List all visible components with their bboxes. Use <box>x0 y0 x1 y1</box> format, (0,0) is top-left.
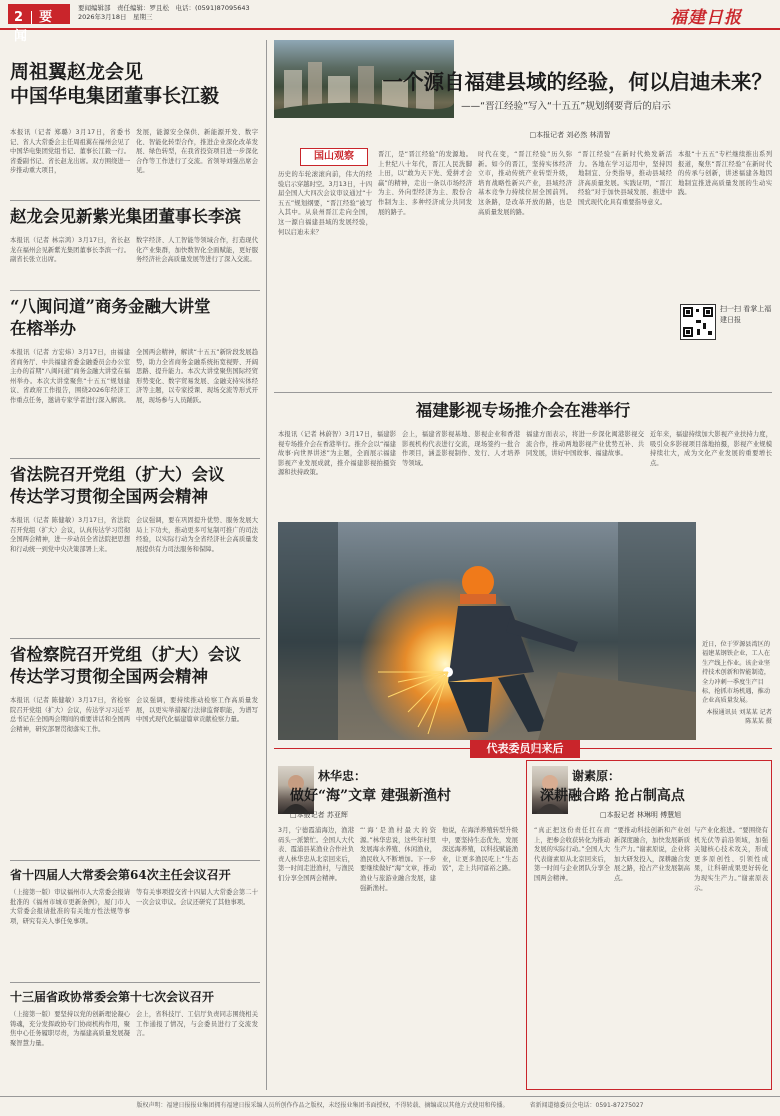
headline-renda: 省十四届人大常委会第64次主任会议召开 <box>10 868 231 882</box>
page-footer: 版权声明：福建日报报业集团拥有福建日报采编人员所创作作品之版权，未经报业集团书面授权，不得转载、摘编或以其他方式使用和传播。 省新闻道德委员会电话：0591-87275027 <box>0 1096 780 1116</box>
article-divider <box>10 290 260 291</box>
article-body: 本报讯（记者 陈健敏）3月17日，省检察院召开党组（扩大）会议，传达学习习近平总书记在全国两会期间的重要讲话和全国两会精神，研究部署贯彻落实工作。 <box>10 697 130 733</box>
headline-line-2: 在榕举办 <box>10 319 76 338</box>
headline-line-2: 传达学习贯彻全国两会精神 <box>10 487 208 506</box>
steel-worker-image <box>278 522 696 740</box>
editor-line: 要闻编辑部 责任编辑：罗且松 电话：(0591)87095643 <box>78 4 250 12</box>
headline-line-1: 省法院召开党组（扩大）会议 <box>10 465 225 484</box>
qr-code-icon <box>681 305 715 339</box>
article-body: “‘海’是渔村最大的资源。”林华忠说，这些年村里发展海水养殖、休闲渔业，渔民收入不断增加。下一步要继续做好“海”文章，推动渔业与旅游业融合发展，建强新渔村。 <box>360 827 436 892</box>
article-divider <box>10 200 260 201</box>
article-body: 近年来，福建持续加大影视产业扶持力度，吸引众多影视项目落地拍摄，影视产业规模持续壮大，成为文化产业发展的重要增长点。 <box>650 431 772 467</box>
headline-line-2: 中国华电集团董事长江毅 <box>10 85 220 107</box>
photo-credit: 本报通讯员 刘某某 记者 陈某某 摄 <box>706 708 772 726</box>
article-body: “真正把这份责任扛在肩上，把参会收获转化为推动发展的实际行动。”全国人大代表谢素原从北京回来后，第一时间与企业团队分享全国两会精神。 <box>534 827 610 882</box>
article-body: 3月，宁德霞浦海边，渔港码头一派繁忙。全国人大代表、霞浦县某渔业合作社负责人林华忠从北京回来后，第一时间走进渔村，与渔民们分享全国两会精神。 <box>278 827 354 882</box>
feature-column: 时代在变，“晋江经验”历久弥新。如今的晋江，坚持实体经济立市，推动传统产业转型升级，培育战略性新兴产业，县域经济基本竞争力持续位居全国前列。这条路，是改革开放的路，也是高质量发展的路。 <box>478 151 572 216</box>
feature-headline: 一个源自福建县域的经验，何以启迪未来？ <box>382 70 772 94</box>
article-divider <box>274 392 772 393</box>
feature-byline: □本报记者 刘必然 林清智 <box>529 131 611 139</box>
page-masthead <box>0 0 780 44</box>
newspaper-logo: 福建日报 <box>670 8 742 28</box>
date-line: 2026年3月18日 星期三 <box>78 13 153 21</box>
article-body: 福建方面表示，将进一步深化闽港影视交流合作，推动两地影视产业优势互补、共同发展，讲好中国故事、福建故事。 <box>526 431 644 458</box>
article-body: （上接第一版）审议福州市人大常委会报请批准的《福州市城市更新条例》，厦门市人大常委会报请批准的有关地方性法规等事项，研究有关人事任免事项。 <box>10 889 130 925</box>
headline-zhou-zhao <box>10 60 262 108</box>
headline-zhengxie: 十三届省政协常委会第十七次会议召开 <box>10 990 215 1004</box>
headline-line-1: 省检察院召开党组（扩大）会议 <box>10 645 241 664</box>
article-body: 与产业化推进。“要围绕有机光伏等前沿领域，加强关键核心技术攻关，形成更多原创性、引领性成果，让科研成果更好转化为现实生产力。”谢素原表示。 <box>694 827 768 892</box>
headline-fayuan <box>10 464 262 508</box>
page-number: 2 <box>14 10 24 25</box>
article-divider <box>10 458 260 459</box>
masthead-meta <box>78 4 250 22</box>
section-label: 代表委员归来后 <box>470 740 580 758</box>
page-section-tag <box>8 4 70 44</box>
article-body: 本报讯（记者 方宏炜）3月17日，由福建省商务厅、中共福建省委金融委员会办公室主办的首期“八闽问道”商务金融大讲堂在福州举办。本次大讲堂聚焦“十五五”规划建议、省政府工作报告，围绕2026年经济工作重点任务，邀请专家学者进行深入解读。 <box>10 349 130 404</box>
qr-caption: 扫一扫 看掌上福建日报 <box>720 305 772 324</box>
qr-code[interactable] <box>680 304 716 340</box>
article-body: “要推动科技创新和产业创新深度融合，加快发展新质生产力。”谢素原说，企业将加大研发投入，深耕融合发展之路，抢占产业发展制高点。 <box>614 827 690 882</box>
article-divider <box>10 860 260 861</box>
feature-column: 历史的车轮滚滚向前，伟大的经验启示穿越时空。3月13日，十四届全国人大四次会议审议通过“十五五”规划纲要，“晋江经验”被写入其中。从泉州晋江走向全国，这一源自福建县域的发展经验，何以启迪未来？ <box>278 171 372 236</box>
headline-line-1: 周祖翼赵龙会见 <box>10 61 144 83</box>
article-body: 会议强调，要持续推动检察工作高质量发展，以更实举措履行法律监督职能，为谱写中国式现代化福建篇章贡献检察力量。 <box>136 697 258 724</box>
photo-caption-text: 近日，位于罗源县湾区的福建某钢铁企业，工人在生产线上作业。该企业坚持技术创新和智能制造，全力冲刺一季度生产目标，抢抓市场机遇，推动企业高质量发展。 <box>702 641 771 705</box>
headline-jianchayuan <box>10 644 262 688</box>
article-body: 发展，能源安全保供、新能源开发、数字化、智能化转型合作，推进企业深化改革发展、绿色转型，在我省投资项目进一步深化合作等工作进行了交流。省领导刘强出席会见。 <box>136 129 258 175</box>
column-tag: 国山观察 <box>300 148 368 166</box>
article-body: 会议强调，要在巩固提升优势、服务发展大局上下功夫，推动更多可复制可推广的司法经验，以实际行动为全省经济社会高质量发展提供有力司法服务和保障。 <box>136 517 258 553</box>
headline-bamiao <box>10 296 262 340</box>
article-body: 本报讯（记者 郑璐）3月17日，省委书记、省人大常委会主任周祖翼在福州会见了中国华电集团党组书记、董事长江毅一行。省委副书记、省长赵龙出席。双方围绕进一步推动重大项目， <box>10 129 130 175</box>
article-body: （上接第一版）要坚持以党的创新理论凝心铸魂，充分发挥政协专门协商机构作用，聚焦中心任务履职尽责，为福建高质量发展凝聚智慧力量。 <box>10 1011 130 1047</box>
photo-caption <box>702 640 772 740</box>
lin-byline: □本报记者 苏亚辉 <box>290 811 348 819</box>
article-body: 他说，在海洋养殖转型升级中，要坚持生态优先，发展深远海养殖，以科技赋能渔业，让更多渔民吃上“生态饭”，走上共同富裕之路。 <box>442 827 518 873</box>
article-body: 会上，福建省影视基地、影视企业和香港影视机构代表进行交流，现场签约一批合作项目，涵盖影视制作、发行、人才培养等领域。 <box>402 431 520 467</box>
headline-line-2: 传达学习贯彻全国两会精神 <box>10 667 208 686</box>
feature-column: 本报“十五五”专栏继续推出系列报道，聚焦“晋江经验”在新时代的传承与创新，讲述福建各地因地制宜推进高质量发展的生动实践。 <box>678 151 772 197</box>
article-divider <box>10 638 260 639</box>
lin-name: 林华忠： <box>318 769 367 783</box>
article-divider <box>10 982 260 983</box>
article-body: 本报讯（记者 陈健敏）3月17日，省法院召开党组（扩大）会议，认真传达学习贯彻全国两会精神，进一步动员全省法院把思想和行动统一到党中央决策部署上来。 <box>10 517 130 553</box>
xie-name: 谢素原： <box>572 769 621 783</box>
xie-byline: □本报记者 林琳明 傅慧旭 <box>600 811 682 819</box>
article-body: 数字经济、人工智能等领域合作，打造现代化产业集群，加快数智化全面赋能，更好服务经济社会高质量发展等进行了深入交流。 <box>136 237 258 264</box>
article-body: 本报讯（记者 林蔚智）3月17日，福建影视专场推介会在香港举行。推介会以“福建故事·向世界讲述”为主题，全面展示福建影视产业发展成就，推介福建影视拍摄资源和扶持政策。 <box>278 431 396 477</box>
headline-zhao-zijinguang: 赵龙会见新紫光集团董事长李滨 <box>10 207 241 226</box>
film-headline: 福建影视专场推介会在港举行 <box>415 401 631 420</box>
feature-column: “晋江经验”在新时代焕发新活力。各地在学习运用中，坚持因地制宜、分类指导，推动县域经济高质量发展。实践证明，“晋江经验”对于加快县域发展、推进中国式现代化具有重要指导意义。 <box>578 151 672 206</box>
article-body: 等有关事项提交省十四届人大常委会第二十一次会议审议。会议还研究了其他事项。 <box>136 889 258 906</box>
feature-subhead: ——“晋江经验”写入“十五五”规划纲要背后的启示 <box>461 101 671 112</box>
article-body: 会上，省科技厅、工信厅负责同志围绕相关工作通报了情况，与会委员进行了交流发言。 <box>136 1011 258 1038</box>
feature-column: 晋江，是“晋江经验”的发源地。上世纪八十年代，晋江人民洗脚上田，以“敢为天下先、爱拼才会赢”的精神，走出一条以市场经济为主、外向型经济为主、股份合作制为主、多种经济成分共同发展的路子。 <box>378 151 472 216</box>
xie-headline: 深耕融合路 抢占制高点 <box>540 788 685 804</box>
factory-photo <box>278 522 696 740</box>
article-body: 本报讯（记者 林宗鸿）3月17日，省长赵龙在福州会见新紫光集团董事长李滨一行。副省长张立出席。 <box>10 237 130 264</box>
section-name: 要闻 <box>14 10 53 44</box>
column-divider <box>266 40 267 1090</box>
article-body: 全国两会精神，解读“十五五”新阶段发展趋势，助力全省商务金融系统拓宽视野、开阔思路、提升能力。本次大讲堂聚焦国际经贸形势变化、数字贸易发展、金融支持实体经济等主题，以专家授课、现场交流等形式开展，现场参与人员踊跃。 <box>136 349 258 404</box>
headline-line-1: “八闽问道”商务金融大讲堂 <box>10 297 211 316</box>
lin-headline: 做好“海”文章 建强新渔村 <box>290 788 451 804</box>
